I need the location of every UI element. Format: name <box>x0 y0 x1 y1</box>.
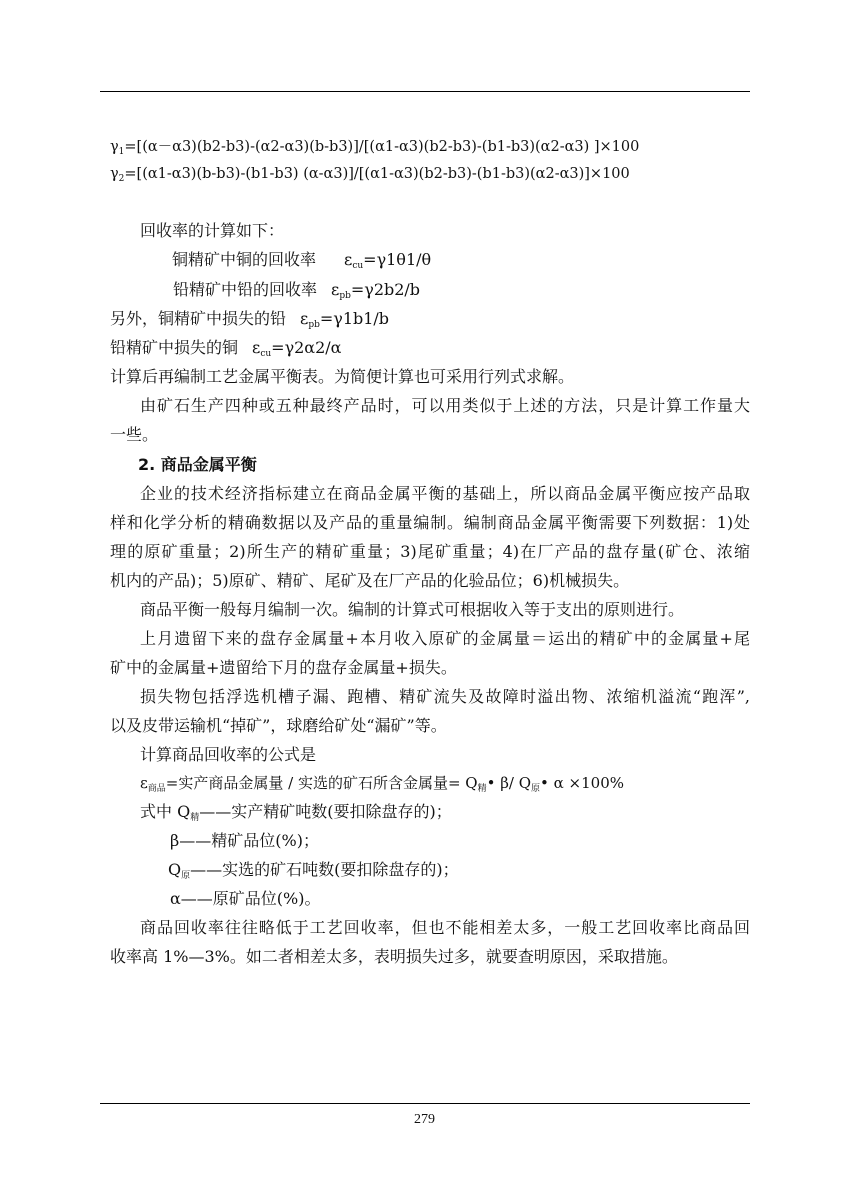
legend-q-concentrate: 式中 $Q_精——$实产精矿吨数(要扣除盘存的)； <box>140 802 452 823</box>
pb-loss-line: 另外，铜精矿中损失的铅 $\varepsilon_{pb}=\gamma 1b1/b$ <box>110 309 390 330</box>
paragraph-equation-line-2: 矿中的金属量+遗留给下月的盘存金属量+损失。 <box>110 658 457 677</box>
legend-beta: β——精矿品位(%)； <box>170 831 319 850</box>
footer-rule <box>100 1103 750 1104</box>
gamma1-subscript: 1 <box>118 147 125 157</box>
paragraph-enterprise-line-1: 企业的技术经济指标建立在商品金属平衡的基础上，所以商品金属平衡应按产品取 <box>140 484 750 503</box>
pb-recovery-expression: =γ2b2/b <box>350 280 421 299</box>
header-rule <box>100 91 750 92</box>
paragraph-enterprise-line-3: 理的原矿重量；2)所生产的精矿重量；3)尾矿重量；4)在厂产品的盘存量(矿仓、浓缩 <box>110 542 750 561</box>
gamma1-expression: =[(α－α3)(b2-b3)-(α2-α3)(b-b3)]/[(α1-α3)(b2-b3)-(b1-b3)(α2-α3) ]×100 <box>124 139 640 155</box>
formula-intro: 计算商品回收率的公式是 <box>140 745 317 764</box>
paragraph-losses-line-1: 损失物包括浮选机槽子漏、跑槽、精矿流失及故障时溢出物、浓缩机溢流“跑浑”, <box>140 687 750 706</box>
legend-q-ore: $Q_原——$实选的矿石吨数(要扣除盘存的)； <box>168 860 459 881</box>
pb-loss-label: 另外，铜精矿中损失的铅 <box>110 309 287 328</box>
commodity-recovery-formula: $\varepsilon_{商品}=$实产商品金属量 / 实选的矿石所含金属量= $Q_精•$ β/ $Q_原•$ α ×100% <box>140 774 625 794</box>
cu-loss-expression: =γ2α2/α <box>271 338 342 357</box>
cu-loss-line: 铅精矿中损失的铜 $\varepsilon_{cu}=\gamma 2\alpha 2/\alpha$ <box>110 338 342 359</box>
paragraph-balance-table: 计算后再编制工艺金属平衡表。为简便计算也可采用行列式求解。 <box>110 367 575 386</box>
pb-recovery-line: 铅精矿中铅的回收率 $\varepsilon_{pb}=\gamma 2b2/b$ <box>173 280 421 301</box>
paragraph-losses-line-2: 以及皮带运输机“掉矿”，球磨给矿处“漏矿”等。 <box>110 716 447 735</box>
page-number: 279 <box>414 1112 435 1127</box>
cu-recovery-label: 铜精矿中铜的回收率 <box>172 250 317 269</box>
cu-loss-label: 铅精矿中损失的铜 <box>110 338 239 357</box>
gamma2-subscript: 2 <box>118 174 125 184</box>
legend-alpha: α——原矿品位(%)。 <box>170 889 321 908</box>
paragraph-monthly: 商品平衡一般每月编制一次。编制的计算式可根据收入等于支出的原则进行。 <box>140 600 685 619</box>
paragraph-enterprise-line-4: 机内的产品)；5)原矿、精矿、尾矿及在厂产品的化验品位；6)机械损失。 <box>110 571 630 590</box>
pb-recovery-label: 铅精矿中铅的回收率 <box>173 280 318 299</box>
paragraph-conclusion-line-1: 商品回收率往往略低于工艺回收率，但也不能相差太多，一般工艺回收率比商品回 <box>140 918 750 937</box>
gamma2-expression: =[(α1-α3)(b-b3)-(b1-b3) (α-α3)]/[(α1-α3)(b2-b3)-(b1-b3)(α2-α3)]×100 <box>124 166 630 182</box>
paragraph-equation-line-1: 上月遗留下来的盘存金属量+本月收入原矿的金属量＝运出的精矿中的金属量+尾 <box>140 629 750 648</box>
gamma2-symbol: γ <box>110 166 119 182</box>
gamma1-symbol: γ <box>110 139 119 155</box>
pb-loss-expression: =γ1b1/b <box>319 309 390 328</box>
recovery-intro: 回收率的计算如下： <box>140 221 285 240</box>
section-heading: 2. 商品金属平衡 <box>138 455 257 474</box>
cu-recovery-expression: =γ1θ1/θ <box>363 250 432 269</box>
paragraph-conclusion-line-2: 收率高 1%—3%。如二者相差太多，表明损失过多，就要查明原因，采取措施。 <box>110 947 678 966</box>
gamma2-formula <box>110 164 630 184</box>
cu-recovery-line: 铜精矿中铜的回收率 $\varepsilon_{cu}=\gamma 1\theta 1/\theta$ <box>172 250 432 271</box>
gamma1-formula <box>110 137 639 157</box>
paragraph-more-products-line-2: 一些。 <box>110 425 159 444</box>
paragraph-enterprise-line-2: 样和化学分析的精确数据以及产品的重量编制。编制商品金属平衡需要下列数据：1)处 <box>110 513 750 532</box>
paragraph-more-products-line-1: 由矿石生产四种或五种最终产品时，可以用类似于上述的方法，只是计算工作量大 <box>140 396 750 415</box>
